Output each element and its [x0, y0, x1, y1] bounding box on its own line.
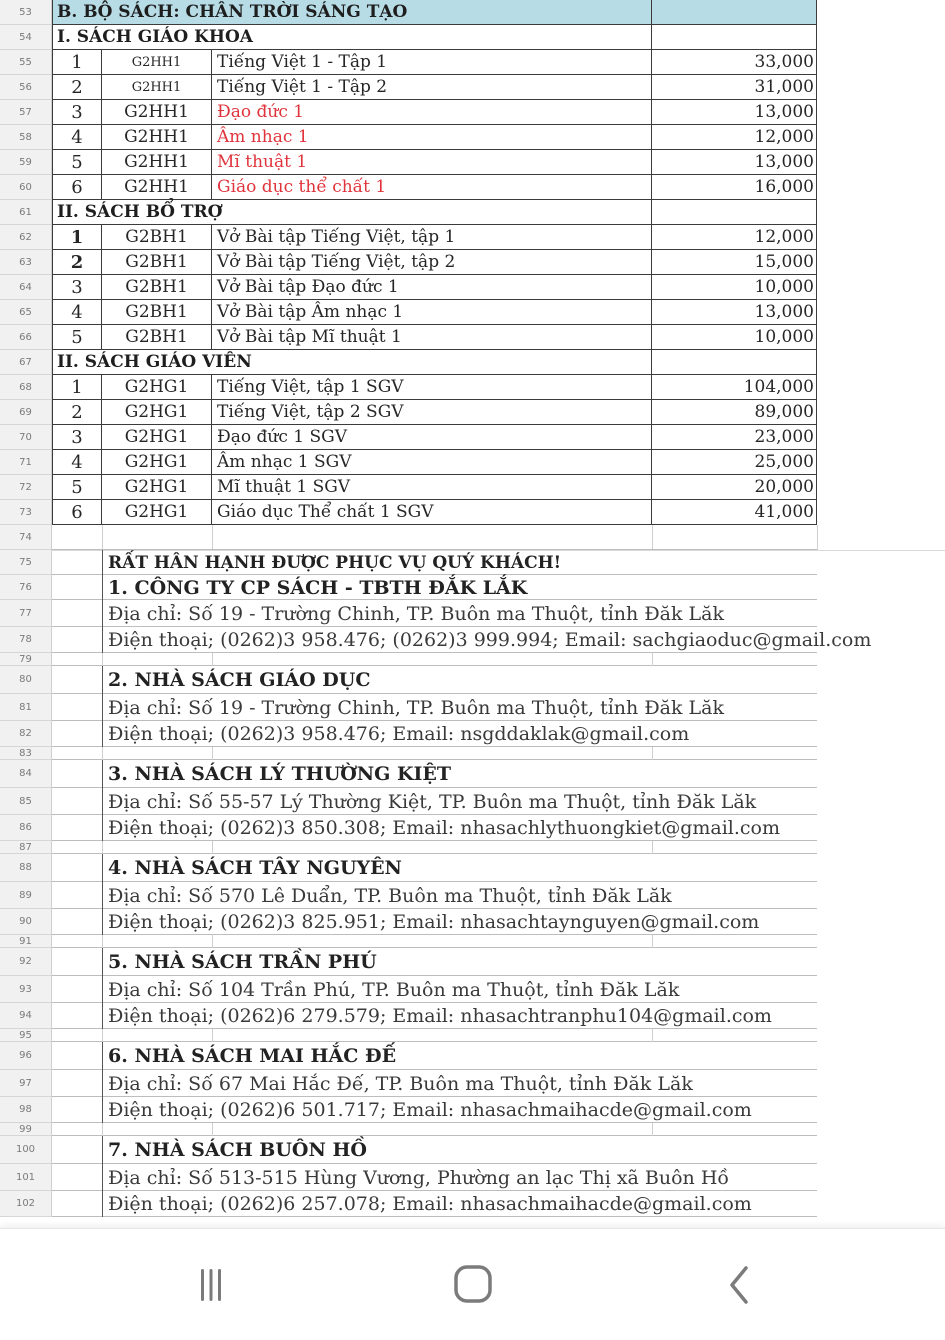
sheet-row[interactable]: [0, 747, 945, 760]
store-name[interactable]: 5. NHÀ SÁCH TRẦN PHÚ: [102, 948, 377, 976]
sheet-row[interactable]: [0, 854, 945, 882]
store-address[interactable]: Địa chỉ: Số 570 Lê Duẩn, TP. Buôn ma Thuột, tỉnh Đăk Lăk: [102, 882, 672, 909]
item-title-cell[interactable]: Tiếng Việt 1 - Tập 1: [212, 50, 652, 75]
sheet-row[interactable]: [0, 575, 945, 600]
item-number-cell[interactable]: 1: [52, 225, 102, 250]
item-code-cell[interactable]: G2HH1: [102, 75, 212, 100]
item-price-cell[interactable]: 13,000: [652, 100, 817, 125]
sheet-row[interactable]: [0, 400, 945, 425]
sheet-row[interactable]: [0, 976, 945, 1003]
item-title-cell[interactable]: Giáo dục thể chất 1: [212, 175, 652, 200]
row-number[interactable]: 58: [0, 125, 52, 150]
item-price-cell[interactable]: 13,000: [652, 150, 817, 175]
gridline: [652, 653, 653, 666]
store-address[interactable]: Địa chỉ: Số 19 - Trường Chinh, TP. Buôn ma Thuột, tỉnh Đăk Lăk: [102, 694, 724, 721]
item-title-cell[interactable]: Vở Bài tập Tiếng Việt, tập 2: [212, 250, 652, 275]
sheet-row[interactable]: [0, 841, 945, 854]
greeting-text[interactable]: RẤT HÂN HẠNH ĐƯỢC PHỤC VỤ QUÝ KHÁCH!: [102, 550, 561, 575]
store-address[interactable]: Địa chỉ: Số 19 - Trường Chinh, TP. Buôn ma Thuột, tỉnh Đăk Lăk: [102, 600, 724, 627]
row-number[interactable]: 72: [0, 475, 52, 500]
row-number[interactable]: 94: [0, 1003, 52, 1029]
store-phone[interactable]: Điện thoại; (0262)6 279.579; Email: nhasachtranphu104@gmail.com: [102, 1003, 772, 1029]
row-number[interactable]: 88: [0, 854, 52, 882]
row-number[interactable]: 60: [0, 175, 52, 200]
item-title-cell[interactable]: Tiếng Việt, tập 1 SGV: [212, 375, 652, 400]
sheet-row[interactable]: [0, 75, 945, 100]
item-title-cell[interactable]: Âm nhạc 1 SGV: [212, 450, 652, 475]
gridline: [652, 935, 653, 948]
gridline: [652, 1029, 653, 1042]
row-number[interactable]: 92: [0, 948, 52, 976]
row-number[interactable]: 53: [0, 0, 52, 25]
row-number[interactable]: 55: [0, 50, 52, 75]
row-number[interactable]: 70: [0, 425, 52, 450]
row-number[interactable]: 77: [0, 600, 52, 627]
row-number[interactable]: 82: [0, 721, 52, 747]
item-number-cell[interactable]: 2: [52, 400, 102, 425]
store-address[interactable]: Địa chỉ: Số 67 Mai Hắc Đế, TP. Buôn ma Thuột, tỉnh Đăk Lăk: [102, 1070, 693, 1097]
sheet-row[interactable]: [0, 450, 945, 475]
item-number-cell[interactable]: 5: [52, 150, 102, 175]
item-number-cell[interactable]: 4: [52, 300, 102, 325]
item-price-cell[interactable]: 41,000: [652, 500, 817, 525]
store-address[interactable]: Địa chỉ: Số 55-57 Lý Thường Kiệt, TP. Buôn ma Thuột, tỉnh Đăk Lăk: [102, 788, 756, 815]
store-phone[interactable]: Điện thoại; (0262)3 958.476; (0262)3 999.994; Email: sachgiaoduc@gmail.com: [102, 627, 871, 653]
sheet-row[interactable]: [0, 1042, 945, 1070]
item-code-cell[interactable]: G2HH1: [102, 100, 212, 125]
item-price-cell[interactable]: 16,000: [652, 175, 817, 200]
sheet-row[interactable]: [0, 100, 945, 125]
recent-apps-icon: [191, 1265, 231, 1309]
gridline: [652, 525, 653, 550]
sheet-row[interactable]: [0, 275, 945, 300]
item-price-cell[interactable]: 31,000: [652, 75, 817, 100]
sheet-row[interactable]: [0, 815, 945, 841]
item-price-cell[interactable]: 104,000: [652, 375, 817, 400]
row-number[interactable]: 65: [0, 300, 52, 325]
store-name[interactable]: 2. NHÀ SÁCH GIÁO DỤC: [102, 666, 370, 694]
item-number-cell[interactable]: 3: [52, 100, 102, 125]
row-number[interactable]: 89: [0, 882, 52, 909]
item-title-cell[interactable]: Mĩ thuật 1: [212, 150, 652, 175]
home-icon: [451, 1263, 495, 1311]
store-address[interactable]: Địa chỉ: Số 104 Trần Phú, TP. Buôn ma Thuột, tỉnh Đăk Lăk: [102, 976, 679, 1003]
sheet-row[interactable]: [0, 525, 945, 551]
gridline: [102, 653, 103, 666]
sheet-row[interactable]: [0, 350, 945, 375]
row-number[interactable]: 69: [0, 400, 52, 425]
group-header[interactable]: II. SÁCH GIÁO VIÊN: [52, 350, 652, 375]
home-button[interactable]: [443, 1264, 503, 1310]
sheet-row[interactable]: [0, 721, 945, 747]
row-number[interactable]: 83: [0, 747, 52, 760]
sheet-row[interactable]: [0, 25, 945, 50]
item-number-cell[interactable]: 2: [52, 75, 102, 100]
row-number[interactable]: 66: [0, 325, 52, 350]
sheet-row[interactable]: [0, 694, 945, 721]
item-code-cell[interactable]: G2HH1: [102, 125, 212, 150]
row-number[interactable]: 102: [0, 1191, 52, 1217]
sheet-row[interactable]: [0, 627, 945, 653]
item-title-cell[interactable]: Vở Bài tập Mĩ thuật 1: [212, 325, 652, 350]
gridline: [102, 747, 103, 760]
item-number-cell[interactable]: 2: [52, 250, 102, 275]
store-phone[interactable]: Điện thoại; (0262)6 257.078; Email: nhasachmaihacde@gmail.com: [102, 1191, 752, 1217]
row-number[interactable]: 56: [0, 75, 52, 100]
item-number-cell[interactable]: 5: [52, 325, 102, 350]
group-header[interactable]: II. SÁCH BỔ TRỢ: [52, 200, 652, 225]
gridline: [652, 841, 653, 854]
gridline: [652, 747, 653, 760]
row-number[interactable]: 59: [0, 150, 52, 175]
sheet-row[interactable]: [0, 1070, 945, 1097]
sheet-row[interactable]: [0, 909, 945, 935]
sheet-row[interactable]: [0, 1164, 945, 1191]
sheet-row[interactable]: [0, 50, 945, 75]
item-title-cell[interactable]: Đạo đức 1 SGV: [212, 425, 652, 450]
sheet-row[interactable]: [0, 653, 945, 666]
item-price-cell[interactable]: 89,000: [652, 400, 817, 425]
android-nav-bar: [0, 1228, 945, 1340]
row-number[interactable]: 67: [0, 350, 52, 375]
store-phone[interactable]: Điện thoại; (0262)3 825.951; Email: nhasachtaynguyen@gmail.com: [102, 909, 759, 935]
item-title-cell[interactable]: Mĩ thuật 1 SGV: [212, 475, 652, 500]
item-code-cell[interactable]: G2BH1: [102, 300, 212, 325]
item-number-cell[interactable]: 4: [52, 450, 102, 475]
row-number[interactable]: 81: [0, 694, 52, 721]
gridline: [102, 935, 103, 948]
gridline: [817, 525, 818, 550]
sheet-row[interactable]: [0, 500, 945, 525]
row-number[interactable]: 54: [0, 25, 52, 50]
row-number[interactable]: 91: [0, 935, 52, 948]
gridline: [102, 1029, 103, 1042]
sheet-row[interactable]: [0, 1003, 945, 1029]
sheet-row[interactable]: [0, 788, 945, 815]
sheet-row[interactable]: [0, 935, 945, 948]
item-title-cell[interactable]: Giáo dục Thể chất 1 SGV: [212, 500, 652, 525]
item-code-cell[interactable]: G2HG1: [102, 375, 212, 400]
sheet-row[interactable]: [0, 475, 945, 500]
row-number[interactable]: 79: [0, 653, 52, 666]
item-number-cell[interactable]: 1: [52, 50, 102, 75]
row-number[interactable]: 61: [0, 200, 52, 225]
item-code-cell[interactable]: G2HG1: [102, 450, 212, 475]
row-number[interactable]: 76: [0, 575, 52, 600]
row-number[interactable]: 57: [0, 100, 52, 125]
item-number-cell[interactable]: 4: [52, 125, 102, 150]
row-number[interactable]: 68: [0, 375, 52, 400]
sheet-row[interactable]: [0, 550, 945, 575]
item-number-cell[interactable]: 5: [52, 475, 102, 500]
item-code-cell[interactable]: G2BH1: [102, 250, 212, 275]
item-number-cell[interactable]: 3: [52, 425, 102, 450]
row-number[interactable]: 95: [0, 1029, 52, 1042]
gridline: [102, 525, 103, 550]
store-phone[interactable]: Điện thoại; (0262)3 958.476; Email: nsgddaklak@gmail.com: [102, 721, 689, 747]
gridline: [212, 1029, 213, 1042]
gridline: [102, 1123, 103, 1136]
sheet-row[interactable]: [0, 760, 945, 788]
cell[interactable]: [652, 0, 817, 25]
item-title-cell[interactable]: Tiếng Việt, tập 2 SGV: [212, 400, 652, 425]
row-number[interactable]: 98: [0, 1097, 52, 1123]
row-number[interactable]: 99: [0, 1123, 52, 1136]
sheet-row[interactable]: [0, 948, 945, 976]
sheet-row[interactable]: [0, 1136, 945, 1164]
store-name[interactable]: 3. NHÀ SÁCH LÝ THƯỜNG KIỆT: [102, 760, 451, 788]
store-phone[interactable]: Điện thoại; (0262)6 501.717; Email: nhasachmaihacde@gmail.com: [102, 1097, 752, 1123]
item-price-cell[interactable]: 15,000: [652, 250, 817, 275]
row-number[interactable]: 78: [0, 627, 52, 653]
row-number[interactable]: 62: [0, 225, 52, 250]
sheet-row[interactable]: [0, 325, 945, 350]
item-code-cell[interactable]: G2HG1: [102, 425, 212, 450]
gridline: [212, 935, 213, 948]
row-number[interactable]: 84: [0, 760, 52, 788]
item-title-cell[interactable]: Vở Bài tập Âm nhạc 1: [212, 300, 652, 325]
item-price-cell[interactable]: 33,000: [652, 50, 817, 75]
item-code-cell[interactable]: G2BH1: [102, 225, 212, 250]
back-button[interactable]: [710, 1264, 770, 1310]
section-header[interactable]: B. BỘ SÁCH: CHÂN TRỜI SÁNG TẠO: [52, 0, 652, 25]
item-title-cell[interactable]: Vở Bài tập Tiếng Việt, tập 1: [212, 225, 652, 250]
sheet-row[interactable]: [0, 125, 945, 150]
item-price-cell[interactable]: 25,000: [652, 450, 817, 475]
gridline: [652, 1123, 653, 1136]
row-number[interactable]: 80: [0, 666, 52, 694]
sheet-row[interactable]: [0, 150, 945, 175]
item-price-cell[interactable]: 12,000: [652, 125, 817, 150]
item-number-cell[interactable]: 6: [52, 175, 102, 200]
sheet-row[interactable]: [0, 225, 945, 250]
sheet-row[interactable]: [0, 425, 945, 450]
item-price-cell[interactable]: 20,000: [652, 475, 817, 500]
sheet-row[interactable]: [0, 300, 945, 325]
item-title-cell[interactable]: Âm nhạc 1: [212, 125, 652, 150]
gridline: [212, 747, 213, 760]
row-number[interactable]: 97: [0, 1070, 52, 1097]
sheet-row[interactable]: [0, 666, 945, 694]
item-price-cell[interactable]: 10,000: [652, 275, 817, 300]
sheet-row[interactable]: [0, 882, 945, 909]
item-code-cell[interactable]: G2HH1: [102, 175, 212, 200]
item-number-cell[interactable]: 1: [52, 375, 102, 400]
row-number[interactable]: 101: [0, 1164, 52, 1191]
recent-apps-button[interactable]: [181, 1264, 241, 1310]
sheet-row[interactable]: [0, 1097, 945, 1123]
row-number[interactable]: 64: [0, 275, 52, 300]
gridline: [212, 525, 213, 550]
store-phone[interactable]: Điện thoại; (0262)3 850.308; Email: nhasachlythuongkiet@gmail.com: [102, 815, 780, 841]
back-icon: [720, 1263, 760, 1311]
group-header[interactable]: I. SÁCH GIÁO KHOA: [52, 25, 652, 50]
sheet-row[interactable]: [0, 1191, 945, 1217]
sheet-row[interactable]: [0, 375, 945, 400]
item-title-cell[interactable]: Đạo đức 1: [212, 100, 652, 125]
row-number[interactable]: 86: [0, 815, 52, 841]
gridline: [212, 841, 213, 854]
sheet-row[interactable]: [0, 600, 945, 627]
item-code-cell[interactable]: G2HH1: [102, 150, 212, 175]
cell[interactable]: [652, 200, 817, 225]
sheet-row[interactable]: [0, 200, 945, 225]
store-name[interactable]: 4. NHÀ SÁCH TÂY NGUYÊN: [102, 854, 402, 882]
store-name[interactable]: 7. NHÀ SÁCH BUÔN HỒ: [102, 1136, 367, 1164]
item-code-cell[interactable]: G2BH1: [102, 275, 212, 300]
store-name[interactable]: 1. CÔNG TY CP SÁCH - TBTH ĐẮK LẮK: [102, 575, 527, 600]
item-title-cell[interactable]: Tiếng Việt 1 - Tập 2: [212, 75, 652, 100]
sheet-row[interactable]: [0, 1123, 945, 1136]
row-number[interactable]: 90: [0, 909, 52, 935]
gridline: [212, 1123, 213, 1136]
row-number[interactable]: 85: [0, 788, 52, 815]
item-code-cell[interactable]: G2HH1: [102, 50, 212, 75]
cell[interactable]: [652, 25, 817, 50]
sheet-row[interactable]: [0, 175, 945, 200]
sheet-row[interactable]: [0, 250, 945, 275]
row-number[interactable]: 73: [0, 500, 52, 525]
sheet-row[interactable]: [0, 0, 945, 25]
item-price-cell[interactable]: 12,000: [652, 225, 817, 250]
item-title-cell[interactable]: Vở Bài tập Đạo đức 1: [212, 275, 652, 300]
row-number[interactable]: 96: [0, 1042, 52, 1070]
gridline: [212, 653, 213, 666]
item-code-cell[interactable]: G2BH1: [102, 325, 212, 350]
row-number[interactable]: 100: [0, 1136, 52, 1164]
item-code-cell[interactable]: G2HG1: [102, 500, 212, 525]
item-code-cell[interactable]: G2HG1: [102, 475, 212, 500]
row-number[interactable]: 74: [0, 525, 52, 550]
store-address[interactable]: Địa chỉ: Số 513-515 Hùng Vương, Phường an lạc Thị xã Buôn Hồ: [102, 1164, 729, 1191]
item-price-cell[interactable]: 23,000: [652, 425, 817, 450]
row-number[interactable]: 93: [0, 976, 52, 1003]
row-number[interactable]: 87: [0, 841, 52, 854]
store-name[interactable]: 6. NHÀ SÁCH MAI HẮC ĐẾ: [102, 1042, 396, 1070]
item-number-cell[interactable]: 3: [52, 275, 102, 300]
item-price-cell[interactable]: 13,000: [652, 300, 817, 325]
row-number[interactable]: 63: [0, 250, 52, 275]
item-code-cell[interactable]: G2HG1: [102, 400, 212, 425]
item-price-cell[interactable]: 10,000: [652, 325, 817, 350]
cell[interactable]: [652, 350, 817, 375]
row-number[interactable]: 71: [0, 450, 52, 475]
gridline: [102, 841, 103, 854]
sheet-row[interactable]: [0, 1029, 945, 1042]
row-number[interactable]: 75: [0, 550, 52, 575]
item-number-cell[interactable]: 6: [52, 500, 102, 525]
